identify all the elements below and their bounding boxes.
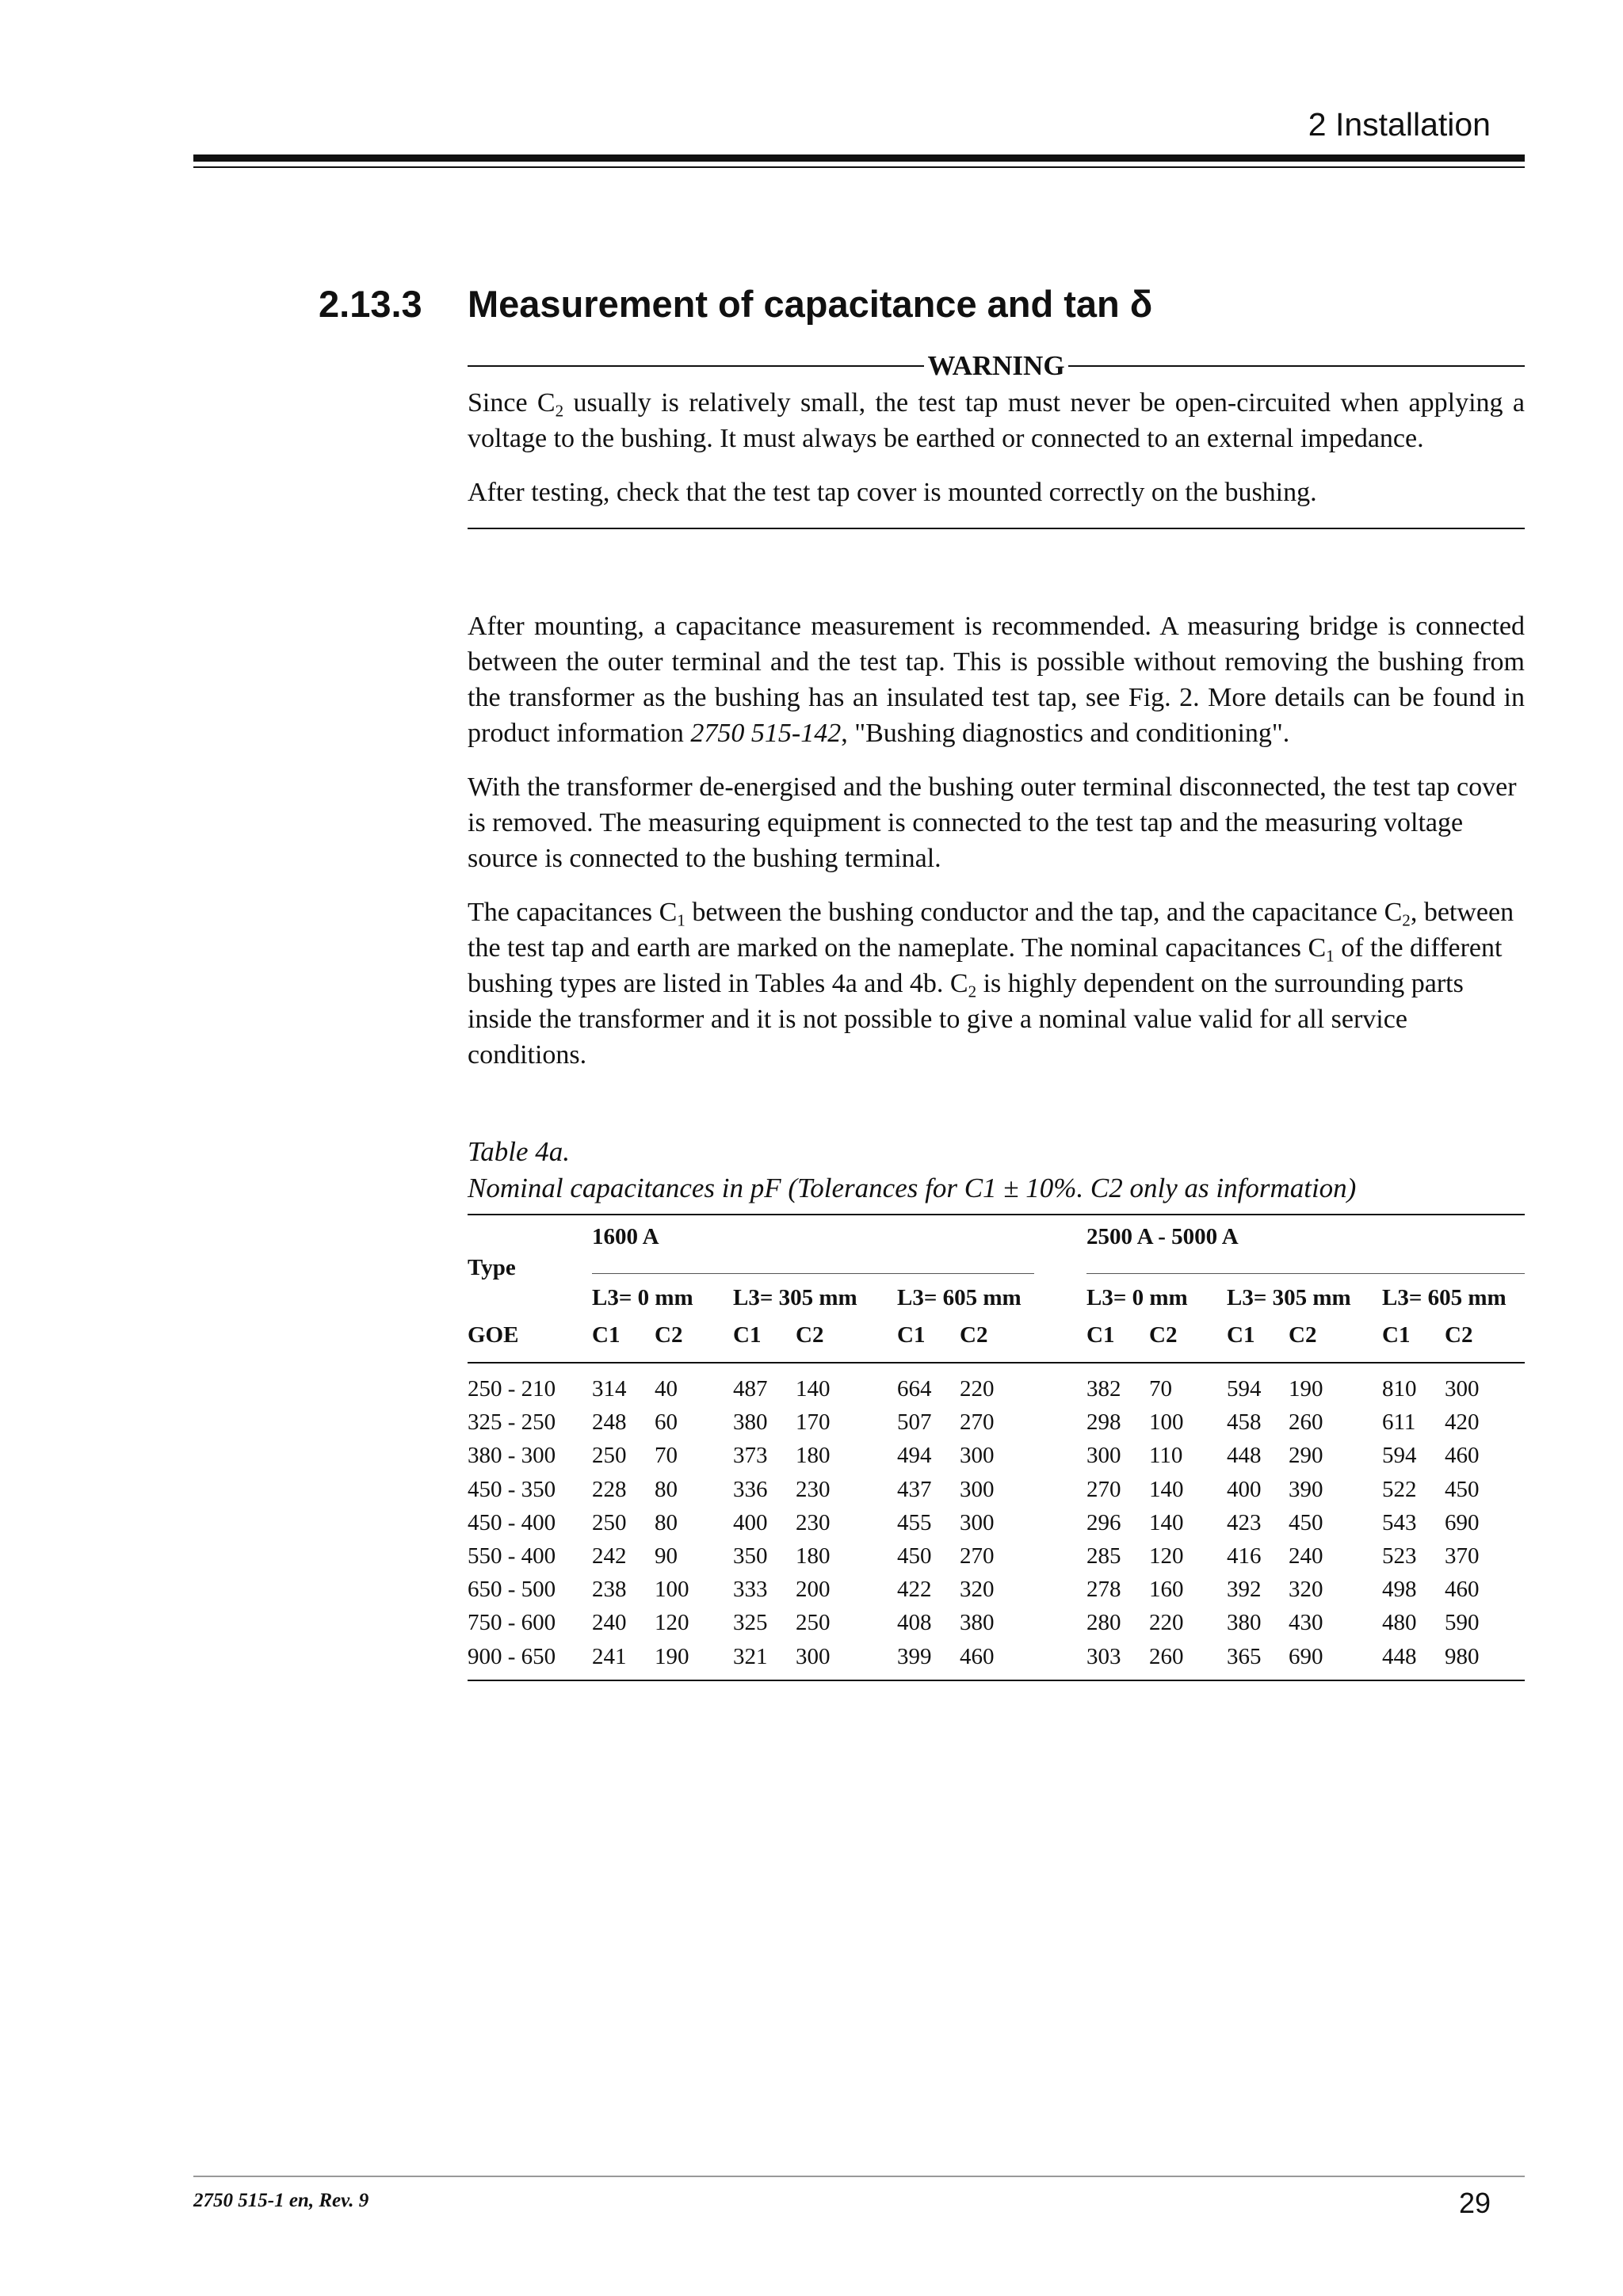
table-cell: 594 [1227, 1376, 1262, 1402]
table-cell: 190 [1289, 1376, 1323, 1402]
table-cell: 296 [1086, 1509, 1121, 1535]
capacitance-table [468, 1214, 1525, 1681]
table-cell: 180 [796, 1543, 831, 1569]
chapter-header: 2 Installation [1308, 106, 1491, 143]
body-text-span: , "Bushing diagnostics and conditioning". [841, 719, 1290, 748]
subgroup-header: L3= 0 mm [1086, 1285, 1188, 1310]
c2-header: C2 [1289, 1322, 1317, 1348]
c1-header: C1 [592, 1322, 621, 1348]
table-cell: 522 [1382, 1476, 1417, 1502]
table-cell: 248 [592, 1409, 627, 1436]
table-cell: 80 [655, 1476, 678, 1502]
table-cell: 523 [1382, 1543, 1417, 1569]
table-cell: 80 [655, 1509, 678, 1535]
c2-header: C2 [796, 1322, 824, 1348]
group2-rule [1086, 1273, 1525, 1274]
table-cell: 448 [1382, 1643, 1417, 1669]
table-cell: 365 [1227, 1643, 1262, 1669]
table-cell: 100 [1149, 1409, 1184, 1436]
table-cell: 140 [1149, 1509, 1184, 1535]
table-cell: 370 [1445, 1543, 1480, 1569]
warning-rule-right [1068, 365, 1525, 367]
table-cell: 430 [1289, 1610, 1323, 1636]
table-cell: 270 [960, 1543, 995, 1569]
table-cell: 90 [655, 1543, 678, 1569]
table-cell: 380 [733, 1409, 768, 1436]
table-cell: 238 [592, 1577, 627, 1603]
table-cell: 40 [655, 1376, 678, 1402]
table-cell: 437 [897, 1476, 932, 1502]
table-cell: 321 [733, 1643, 768, 1669]
table-cell: 543 [1382, 1509, 1417, 1535]
warning-bottom-rule [468, 528, 1525, 529]
c2-header: C2 [960, 1322, 988, 1348]
table-row-type: 550 - 400 [468, 1543, 556, 1569]
goe-label: GOE [468, 1322, 519, 1348]
section-number: 2.13.3 [319, 283, 422, 325]
table-cell: 458 [1227, 1409, 1262, 1436]
table-cell: 498 [1382, 1577, 1417, 1603]
table-caption [468, 1134, 1356, 1207]
table-row-type: 650 - 500 [468, 1577, 556, 1603]
subscript: 2 [1402, 910, 1411, 930]
header-rule-thin [193, 166, 1525, 168]
page-number: 29 [1458, 2187, 1491, 2219]
table-cell: 408 [897, 1610, 932, 1636]
table-cell: 300 [1086, 1443, 1121, 1469]
table-cell: 350 [733, 1543, 768, 1569]
product-reference: 2750 515-142 [690, 719, 842, 748]
table-cell: 100 [655, 1577, 689, 1603]
c1-header: C1 [897, 1322, 926, 1348]
table-cell: 380 [960, 1610, 995, 1636]
body-text-span: of the different bushing types are listed in Tables 4a and 4b. C [468, 933, 1503, 998]
table-row-type: 250 - 210 [468, 1376, 556, 1402]
c1-header: C1 [1227, 1322, 1255, 1348]
table-cell: 487 [733, 1376, 768, 1402]
table-cell: 140 [796, 1376, 831, 1402]
table-cell: 450 [897, 1543, 932, 1569]
warning-paragraph-2: After testing, check that the test tap cover is mounted correctly on the bushing. [468, 478, 1317, 507]
table-cell: 400 [1227, 1476, 1262, 1502]
table-cell: 373 [733, 1443, 768, 1469]
subgroup-header: L3= 0 mm [592, 1285, 693, 1310]
table-cell: 450 [1445, 1476, 1480, 1502]
table-row-type: 750 - 600 [468, 1610, 556, 1636]
warning-text-span: usually is relatively small, the test tap must never be open-circuited when applying a voltage to the bushing. It must always be earthed or connected to an external impedance. [468, 388, 1526, 453]
table-cell: 140 [1149, 1476, 1184, 1502]
table-cell: 382 [1086, 1376, 1121, 1402]
table-cell: 200 [796, 1577, 831, 1603]
table-cell: 416 [1227, 1543, 1262, 1569]
group-1600a: 1600 A [592, 1224, 659, 1249]
table-cell: 70 [655, 1443, 678, 1469]
table-cell: 300 [796, 1643, 831, 1669]
table-cell: 664 [897, 1376, 932, 1402]
table-caption-number: Table 4a. [468, 1136, 571, 1167]
table-cell: 70 [1149, 1376, 1172, 1402]
c1-header: C1 [733, 1322, 762, 1348]
table-caption-title: Nominal capacitances in pF (Tolerances for C1 ± 10%. C2 only as information) [468, 1173, 1357, 1203]
table-cell: 400 [733, 1509, 768, 1535]
table-row-type: 900 - 650 [468, 1643, 556, 1669]
warning-title [468, 349, 1525, 383]
table-cell: 120 [655, 1610, 689, 1636]
subscript: 1 [677, 910, 685, 930]
subscript: 2 [555, 401, 564, 421]
table-cell: 278 [1086, 1577, 1121, 1603]
table-cell: 180 [796, 1443, 831, 1469]
table-cell: 460 [960, 1643, 995, 1669]
table-cell: 460 [1445, 1443, 1480, 1469]
table-cell: 460 [1445, 1577, 1480, 1603]
table-cell: 325 [733, 1610, 768, 1636]
table-cell: 448 [1227, 1443, 1262, 1469]
table-cell: 690 [1445, 1509, 1480, 1535]
header-rule-thick [193, 154, 1525, 162]
table-row-type: 450 - 400 [468, 1509, 556, 1535]
section-title: Measurement of capacitance and tan δ [468, 283, 1153, 325]
table-cell: 980 [1445, 1643, 1480, 1669]
table-cell: 240 [592, 1610, 627, 1636]
table-cell: 303 [1086, 1643, 1121, 1669]
table-cell: 314 [592, 1376, 627, 1402]
table-cell: 594 [1382, 1443, 1417, 1469]
body-text-span: , between the test tap and earth are marked on the nameplate. The nominal capacitances C [468, 898, 1514, 963]
subscript: 2 [968, 982, 977, 1001]
subgroup-header: L3= 605 mm [1382, 1285, 1507, 1310]
table-cell: 611 [1382, 1409, 1416, 1436]
table-cell: 423 [1227, 1509, 1262, 1535]
table-cell: 250 [592, 1443, 627, 1469]
table-cell: 220 [960, 1376, 995, 1402]
warning-paragraph-1 [468, 385, 1525, 456]
body-paragraph-2: With the transformer de-energised and the bushing outer terminal disconnected, the test tap cover is removed. The measuring equipment is connected to the test tap and the measuring voltage source is connected to the bushing terminal. [468, 772, 1517, 873]
table-cell: 300 [1445, 1376, 1480, 1402]
table-cell: 160 [1149, 1577, 1184, 1603]
table-cell: 392 [1227, 1577, 1262, 1603]
table-cell: 300 [960, 1509, 995, 1535]
table-cell: 300 [960, 1476, 995, 1502]
table-row-type: 450 - 350 [468, 1476, 556, 1502]
table-cell: 455 [897, 1509, 932, 1535]
table-cell: 336 [733, 1476, 768, 1502]
table-cell: 333 [733, 1577, 768, 1603]
group-2500a-5000a: 2500 A - 5000 A [1086, 1224, 1239, 1249]
c1-header: C1 [1382, 1322, 1411, 1348]
warning-box [468, 349, 1525, 529]
table-cell: 270 [1086, 1476, 1121, 1502]
type-label: Type [468, 1255, 516, 1280]
body-text-span: is highly dependent on the surrounding parts inside the transformer and it is not possible to give a nominal value valid for all service conditions. [468, 969, 1464, 1070]
c2-header: C2 [655, 1322, 683, 1348]
subscript: 1 [1326, 946, 1335, 966]
table-cell: 170 [796, 1409, 831, 1436]
table-cell: 300 [960, 1443, 995, 1469]
table-top-rule [468, 1214, 1525, 1215]
table-cell: 450 [1289, 1509, 1323, 1535]
body-text [468, 608, 1525, 1091]
table-cell: 590 [1445, 1610, 1480, 1636]
table-cell: 120 [1149, 1543, 1184, 1569]
table-cell: 220 [1149, 1610, 1184, 1636]
body-text-span: After mounting, a capacitance measurement is recommended. A measuring bridge is connected between the outer terminal and the test tap. This is possible without removing the bushing from the transformer as the bushing has an insulated test tap, see Fig. 2. More details can be found in product information [468, 612, 1525, 748]
table-cell: 810 [1382, 1376, 1417, 1402]
table-cell: 240 [1289, 1543, 1323, 1569]
table-cell: 320 [960, 1577, 995, 1603]
table-cell: 228 [592, 1476, 627, 1502]
table-cell: 260 [1149, 1643, 1184, 1669]
table-cell: 250 [592, 1509, 627, 1535]
section-heading [319, 282, 1152, 326]
table-cell: 285 [1086, 1543, 1121, 1569]
table-cell: 690 [1289, 1643, 1323, 1669]
c2-header: C2 [1445, 1322, 1473, 1348]
c2-header: C2 [1149, 1322, 1178, 1348]
subgroup-header: L3= 605 mm [897, 1285, 1022, 1310]
warning-text-span: Since C [468, 388, 556, 418]
table-header-rule [468, 1362, 1525, 1363]
table-cell: 298 [1086, 1409, 1121, 1436]
table-cell: 480 [1382, 1610, 1417, 1636]
table-cell: 242 [592, 1543, 627, 1569]
warning-label: WARNING [927, 350, 1065, 381]
table-cell: 190 [655, 1643, 689, 1669]
table-row-type: 325 - 250 [468, 1409, 556, 1436]
table-cell: 270 [960, 1409, 995, 1436]
table-cell: 399 [897, 1643, 932, 1669]
warning-text [468, 385, 1525, 510]
table-cell: 390 [1289, 1476, 1323, 1502]
table-cell: 110 [1149, 1443, 1183, 1469]
table-cell: 230 [796, 1509, 831, 1535]
subgroup-header: L3= 305 mm [733, 1285, 857, 1310]
table-cell: 290 [1289, 1443, 1323, 1469]
footer-rule [193, 2176, 1525, 2177]
body-text-span: The capacitances C [468, 898, 678, 927]
body-text-span: between the bushing conductor and the tap, and the capacitance C [685, 898, 1403, 927]
table-cell: 422 [897, 1577, 932, 1603]
document-id: 2750 515-1 en, Rev. 9 [193, 2190, 369, 2211]
table-cell: 60 [655, 1409, 678, 1436]
table-cell: 420 [1445, 1409, 1480, 1436]
table-cell: 494 [897, 1443, 932, 1469]
table-cell: 250 [796, 1610, 831, 1636]
body-paragraph-1 [468, 608, 1525, 751]
body-paragraph-3 [468, 894, 1525, 1073]
table-row-type: 380 - 300 [468, 1443, 556, 1469]
table-cell: 380 [1227, 1610, 1262, 1636]
c1-header: C1 [1086, 1322, 1115, 1348]
warning-rule-left [468, 365, 924, 367]
table-cell: 241 [592, 1643, 627, 1669]
table-cell: 507 [897, 1409, 932, 1436]
group1-rule [592, 1273, 1034, 1274]
table-bottom-rule [468, 1680, 1525, 1681]
table-cell: 320 [1289, 1577, 1323, 1603]
table-cell: 260 [1289, 1409, 1323, 1436]
table-cell: 230 [796, 1476, 831, 1502]
table-cell: 280 [1086, 1610, 1121, 1636]
subgroup-header: L3= 305 mm [1227, 1285, 1351, 1310]
